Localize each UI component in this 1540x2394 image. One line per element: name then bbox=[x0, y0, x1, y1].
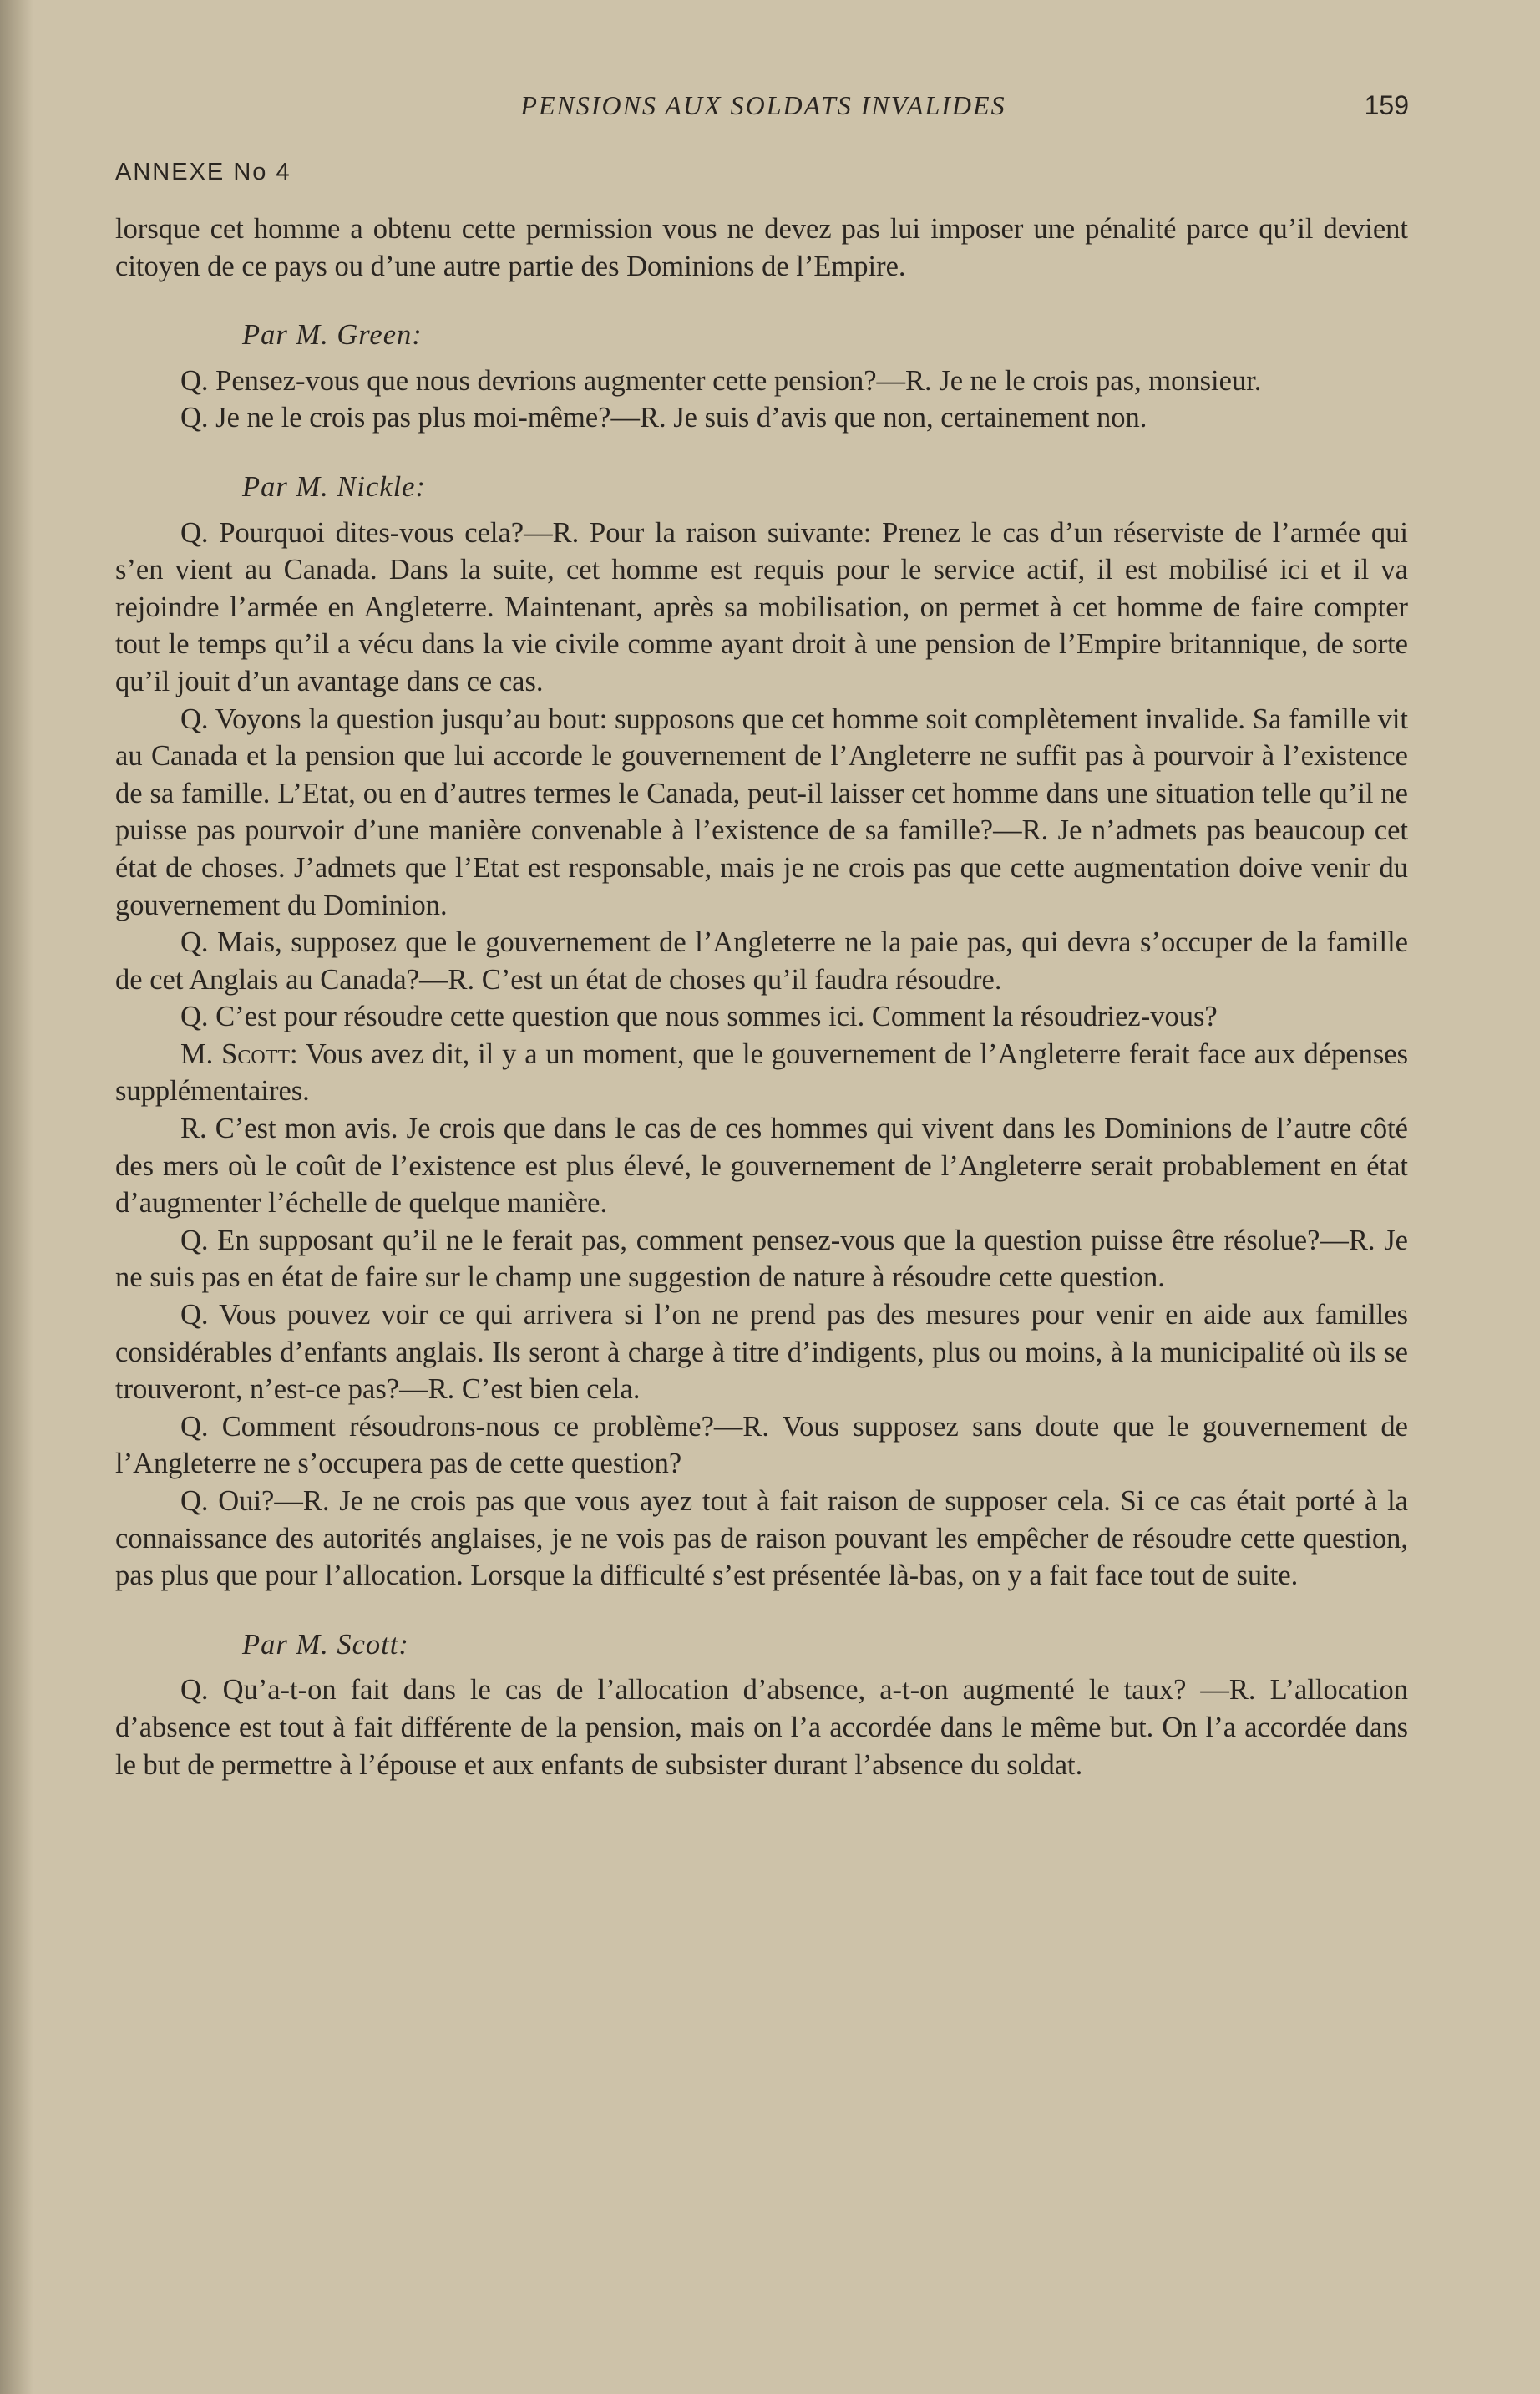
paragraph: Q. Pourquoi dites-vous cela?—R. Pour la raison suivante: Prenez le cas d’un réserviste de l’armée qui s’en vient au Canada. Dans la suite, cet homme est requis pour le service actif, il est mobilisé ici et il va rejoindre l’armée en Angleterre. Maintenant, après sa mobilisation, on permet à cet homme de faire compter tout le temps qu’il a vécu dans la vie civile comme ayant droit à une pension de l’Empire britannique, de sorte qu’il jouit d’un avantage dans ce cas. bbox=[115, 516, 1408, 697]
paragraph: Q. Qu’a-t-on fait dans le cas de l’allocation d’absence, a-t-on augmenté le taux? —R. L’allocation d’absence est tout à fait différente de la pension, mais on l’a accordée dans le même but. On l’a accordée dans le but de permettre à l’épouse et aux enfants de subsister durant l’absence du soldat. bbox=[115, 1674, 1408, 1781]
paragraph: Q. C’est pour résoudre cette question que nous sommes ici. Comment la résoudriez-vous? bbox=[180, 1001, 1218, 1033]
paragraph: Q. En supposant qu’il ne le ferait pas, comment pensez-vous que la question puisse être résolue?—R. Je ne suis pas en état de faire sur le champ une suggestion de nature à résoudre cette question. bbox=[115, 1224, 1408, 1294]
paragraph: Q. Oui?—R. Je ne crois pas que vous ayez tout à fait raison de supposer cela. Si ce cas était porté à la connaissance des autorités anglaises, je ne vois pas de raison pouvant les empêcher de résoudre cette question, pas plus que pour l’allocation. Lorsque la difficulté s’est présentée là-bas, on y a fait face tout de suite. bbox=[115, 1485, 1408, 1592]
paragraph: Q. Vous pouvez voir ce qui arrivera si l’on ne prend pas des mesures pour venir en aide aux familles considérables d’enfants anglais. Ils seront à charge à titre d’indigents, plus ou moins, à la municipalité où ils se trouveront, n’est-ce pas?—R. C’est bien cela. bbox=[115, 1299, 1408, 1406]
running-title: PENSIONS AUX SOLDATS INVALIDES bbox=[520, 90, 1006, 120]
paragraph bbox=[115, 1036, 1408, 1110]
speaker-heading: Par M. Scott: bbox=[242, 1628, 409, 1661]
paragraph: Q. Voyons la question jusqu’au bout: supposons que cet homme soit complètement invalide. Sa famille vit au Canada et la pension que lui accorde le gouvernement de l’Angleterre ne suffit pas à pourvoir à l’existence de sa famille. L’Etat, ou en d’autres termes le Canada, peut-il laisser cet homme dans une situation telle qu’il ne puisse pas pourvoir d’une manière convenable à l’existence de sa famille?—R. Je n’admets pas beaucoup cet état de choses. J’admets que l’Etat est responsable, mais je ne crois pas que cette augmentation doive venir du gouvernement du Dominion. bbox=[115, 702, 1408, 921]
paragraph-text: : Vous avez dit, il y a un moment, que le gouvernement de l’Angleterre ferait face aux dépenses supplémentaires. bbox=[115, 1037, 1408, 1108]
annex-label: ANNEXE No 4 bbox=[115, 159, 291, 185]
speaker-heading: Par M. Green: bbox=[242, 319, 423, 352]
running-header bbox=[115, 90, 1411, 132]
paragraph: Q. Je ne le crois pas plus moi-même?—R. Je suis d’avis que non, certainement non. bbox=[180, 402, 1147, 434]
paragraph: lorsque cet homme a obtenu cette permission vous ne devez pas lui imposer une pénalité parce qu’il devient citoyen de ce pays ou d’une autre partie des Dominions de l’Empire. bbox=[115, 213, 1408, 282]
speaker-name: M. Scott bbox=[180, 1037, 291, 1070]
body-text bbox=[115, 210, 1408, 1783]
paragraph: Q. Comment résoudrons-nous ce problème?—R. Vous supposez sans doute que le gouvernement de l’Angleterre ne s’occupera pas de cette question? bbox=[115, 1410, 1408, 1480]
paragraph: Q. Pensez-vous que nous devrions augmenter cette pension?—R. Je ne le crois pas, monsieur. bbox=[180, 364, 1262, 397]
paragraph: Q. Mais, supposez que le gouvernement de l’Angleterre ne la paie pas, qui devra s’occuper de la famille de cet Anglais au Canada?—R. C’est un état de choses qu’il faudra résoudre. bbox=[115, 926, 1408, 996]
speaker-heading: Par M. Nickle: bbox=[242, 470, 426, 503]
page-number: 159 bbox=[1364, 90, 1409, 120]
paragraph: R. C’est mon avis. Je crois que dans le cas de ces hommes qui vivent dans les Dominions de l’autre côté des mers où le coût de l’existence est plus élevé, le gouvernement de l’Angleterre serait probablement en état d’augmenter l’échelle de quelque manière. bbox=[115, 1113, 1408, 1220]
